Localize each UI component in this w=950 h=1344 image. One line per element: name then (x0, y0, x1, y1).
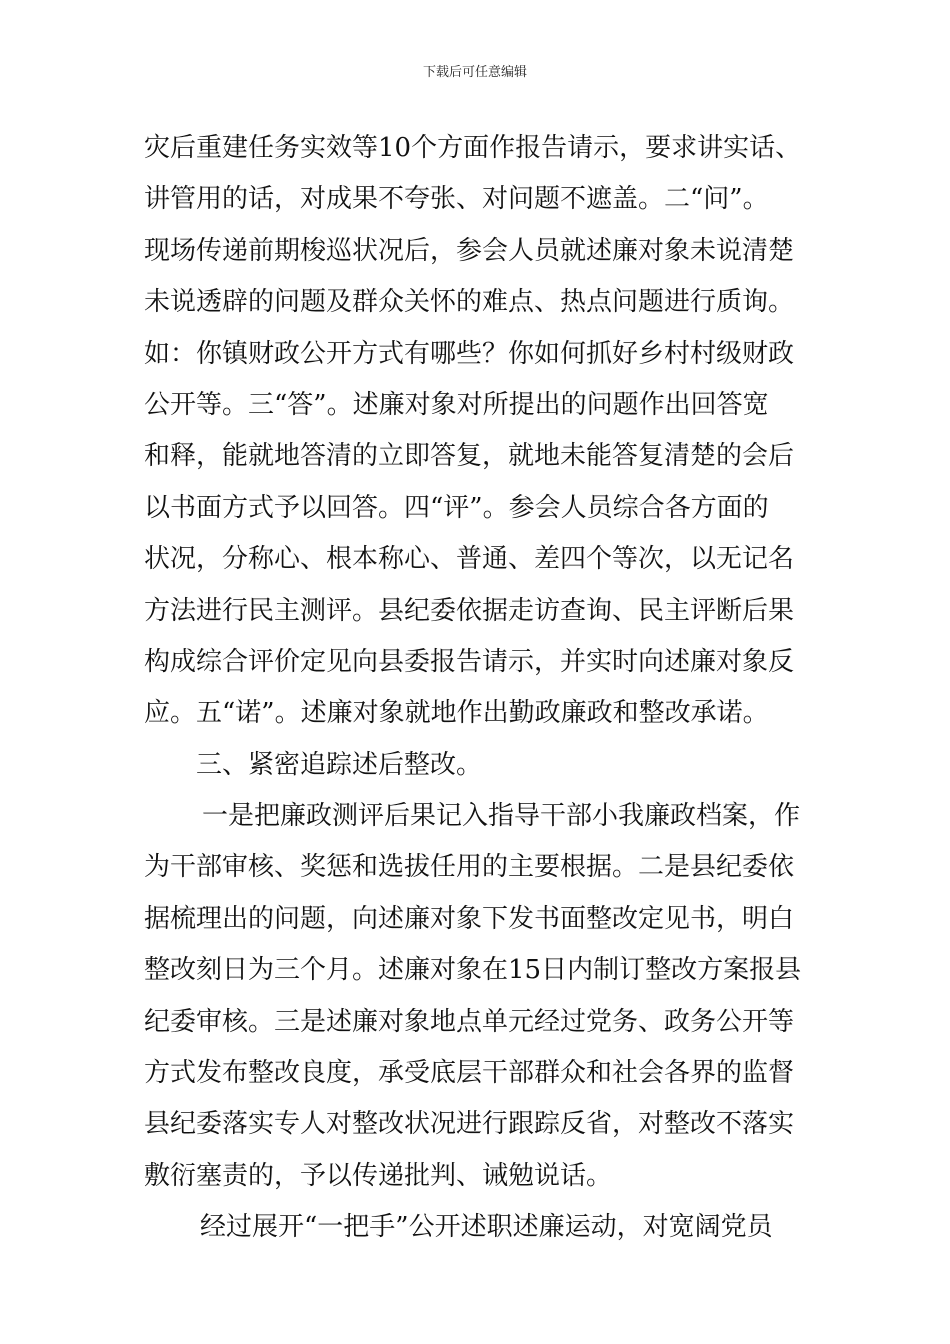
text-line: 如：你镇财政公开方式有哪些？你如何抓好乡村村级财政 (144, 338, 795, 369)
text-line: 纪委审核。三是述廉对象地点单元经过党务、政务公开等 (144, 1006, 795, 1037)
text-line: 和释，能就地答清的立即答复，就地未能答复清楚的会后 (144, 441, 795, 472)
text-line: 公开等。三“答”。述廉对象对所提出的问题作出回答宽 (144, 389, 769, 420)
paragraph-first-line: 经过展开“一把手”公开述职述廉运动，对宽阔党员 (200, 1212, 773, 1243)
text-line: 据梳理出的问题，向述廉对象下发书面整改定见书，明白 (144, 903, 795, 934)
text-line: 讲管用的话，对成果不夸张、对问题不遮盖。二“问”。 (144, 184, 769, 215)
text-line: 应。五“诺”。述廉对象就地作出勤政廉政和整改承诺。 (144, 698, 769, 729)
text-line: 状况，分称心、根本称心、普通、差四个等次，以无记名 (144, 544, 795, 575)
text-line: 方式发布整改良度，承受底层干部群众和社会各界的监督 (144, 1058, 795, 1089)
text-line: 整改刻日为三个月。述廉对象在15日内制订整改方案报县 (144, 955, 802, 986)
text-line: 为干部审核、奖惩和选拔任用的主要根据。二是县纪委依 (144, 852, 795, 883)
paragraph-first-line: 一是把廉政测评后果记入指导干部小我廉政档案，作 (202, 801, 801, 832)
text-line: 构成综合评价定见向县委报告请示，并实时向述廉对象反 (144, 646, 795, 677)
text-line: 以书面方式予以回答。四“评”。参会人员综合各方面的 (144, 492, 769, 523)
text-line: 灾后重建任务实效等10个方面作报告请示，要求讲实话、 (144, 133, 802, 163)
text-line: 县纪委落实专人对整改状况进行跟踪反省，对整改不落实 (144, 1109, 795, 1140)
text-line: 现场传递前期梭巡状况后，参会人员就述廉对象未说清楚 (144, 235, 795, 266)
text-line: 方法进行民主测评。县纪委依据走访查询、民主评断后果 (144, 595, 795, 626)
page-header: 下载后可任意编辑 (422, 65, 527, 80)
text-line: 敷衍塞责的，予以传递批判、诫勉说话。 (144, 1160, 613, 1191)
text-line: 未说透辟的问题及群众关怀的难点、热点问题进行质询。 (144, 287, 795, 318)
document-body (144, 128, 808, 1259)
section-heading: 三、紧密追踪述后整改。 (196, 749, 483, 780)
